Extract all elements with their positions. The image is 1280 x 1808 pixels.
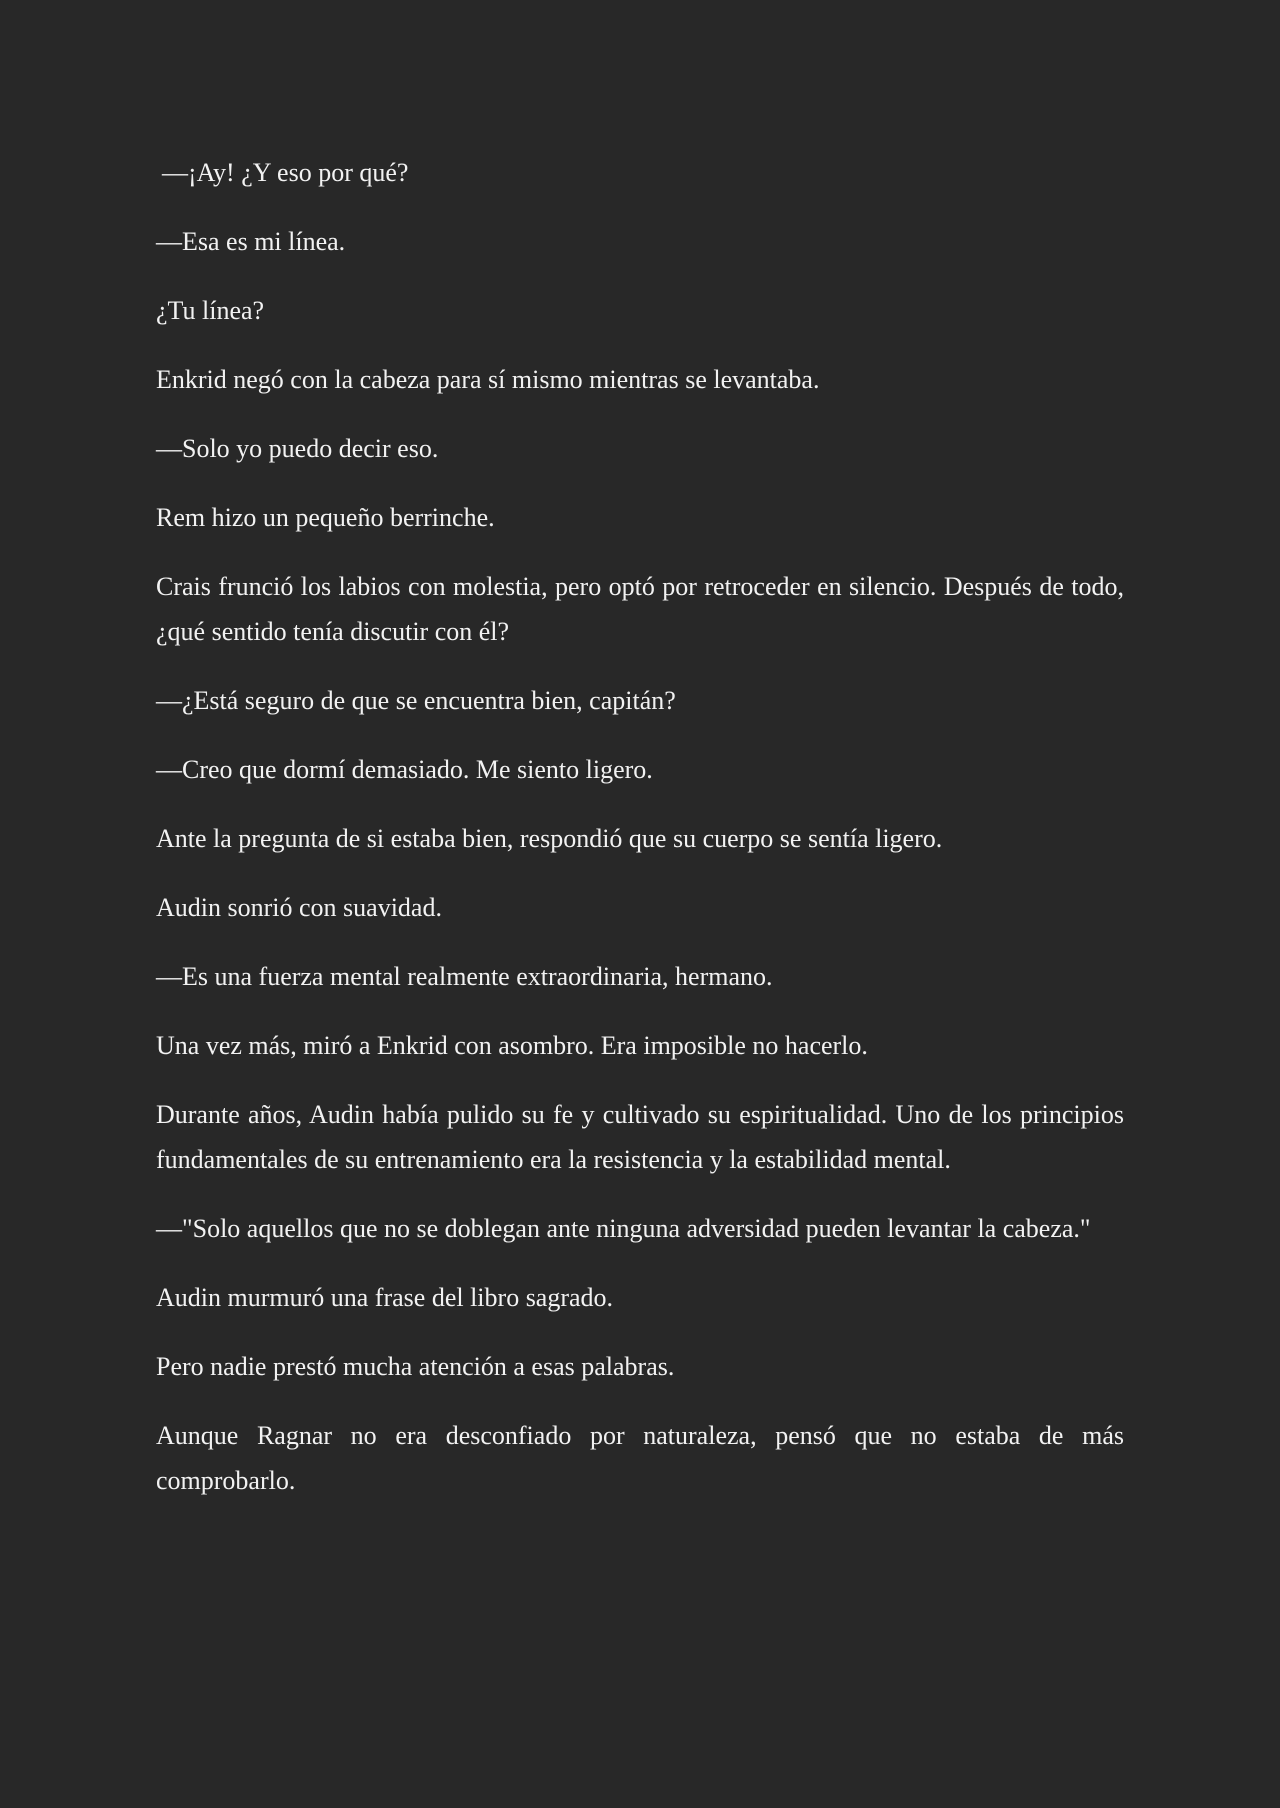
paragraph: Durante años, Audin había pulido su fe y cultivado su espiritualidad. Uno de los principios fundamentales de su entrenamiento era la resistencia y la estabilidad mental. — [156, 1100, 1124, 1174]
paragraph: Ante la pregunta de si estaba bien, respondió que su cuerpo se sentía ligero. — [156, 824, 943, 853]
paragraph: —Esa es mi línea. — [156, 227, 346, 256]
paragraph: Rem hizo un pequeño berrinche. — [156, 503, 495, 532]
paragraph: —"Solo aquellos que no se doblegan ante ninguna adversidad pueden levantar la cabeza." — [156, 1214, 1091, 1243]
paragraph: —Es una fuerza mental realmente extraordinaria, hermano. — [156, 962, 773, 991]
paragraph: —Solo yo puedo decir eso. — [156, 434, 439, 463]
paragraph: Audin murmuró una frase del libro sagrado. — [156, 1283, 614, 1312]
paragraph: Aunque Ragnar no era desconfiado por naturaleza, pensó que no estaba de más comprobarlo. — [156, 1421, 1124, 1495]
paragraph: —Creo que dormí demasiado. Me siento ligero. — [156, 755, 653, 784]
paragraph: Enkrid negó con la cabeza para sí mismo mientras se levantaba. — [156, 365, 820, 394]
paragraph: —¡Ay! ¿Y eso por qué? — [162, 158, 409, 187]
paragraph: Crais frunció los labios con molestia, pero optó por retroceder en silencio. Después de todo, ¿qué sentido tenía discutir con él? — [156, 572, 1124, 646]
paragraph: Una vez más, miró a Enkrid con asombro. Era imposible no hacerlo. — [156, 1031, 868, 1060]
paragraph: Pero nadie prestó mucha atención a esas palabras. — [156, 1352, 675, 1381]
paragraph: ¿Tu línea? — [156, 296, 265, 325]
paragraph: Audin sonrió con suavidad. — [156, 893, 442, 922]
paragraph: —¿Está seguro de que se encuentra bien, capitán? — [156, 686, 676, 715]
